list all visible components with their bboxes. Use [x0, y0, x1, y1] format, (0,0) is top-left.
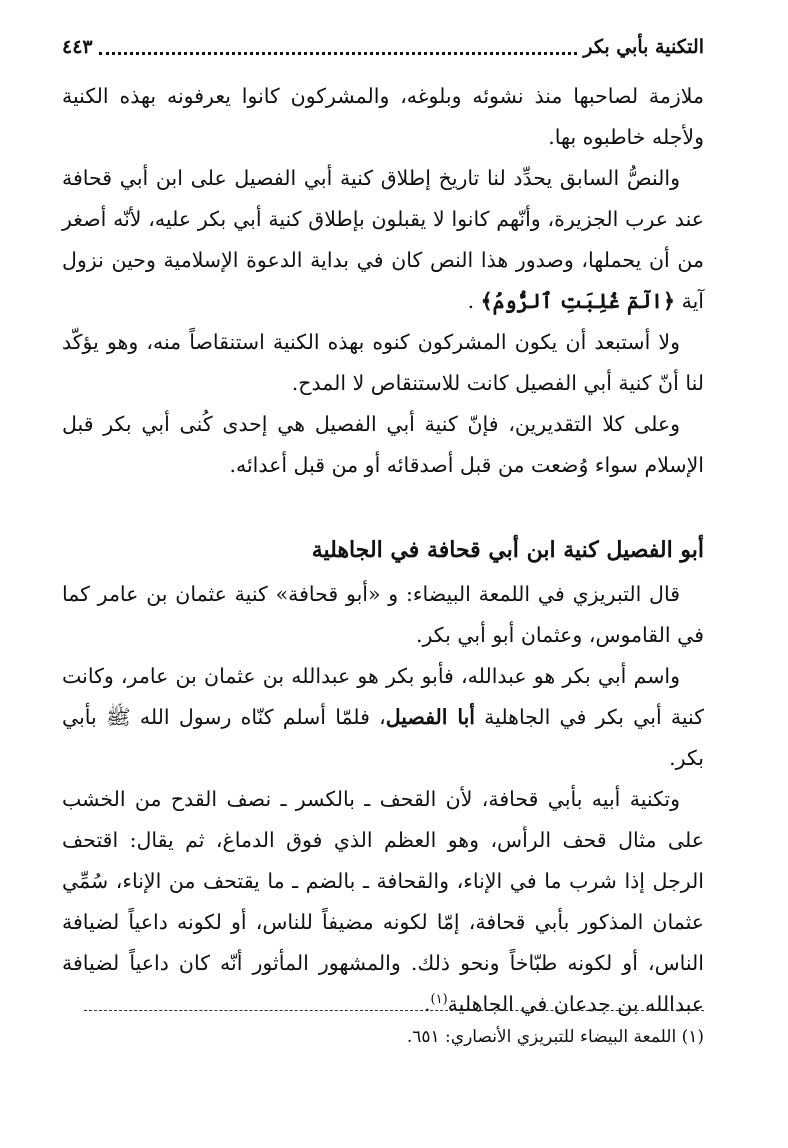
- paragraph-1: ملازمة لصاحبها منذ نشوئه وبلوغه، والمشركون كانوا يعرفونه بهذه الكنية ولأجله خاطبوه بها.: [62, 84, 704, 149]
- paragraph-tabrizi: قال التبريزي في اللمعة البيضاء: و «أبو قحافة» كنية عثمان بن عامر كما في القاموس، وعثمان أبو أبي بكر.: [62, 582, 704, 647]
- paragraph-4: وعلى كلا التقديرين، فإنّ كنية أبي الفصيل هي إحدى كُنى أبي بكر قبل الإسلام سواء وُضعت من قبل أصدقائه أو من قبل أعدائه.: [62, 412, 704, 477]
- running-header: [62, 32, 704, 62]
- footnote-divider: [84, 1010, 704, 1011]
- verse-end: .: [467, 289, 481, 313]
- paragraph-3: ولا أستبعد أن يكون المشركون كنوه بهذه الكنية استنقاصاً منه، وهو يؤكّد لنا أنّ كنية أبي الفصيل كانت للاستنقاص لا المدح.: [62, 330, 704, 395]
- header-title: التكنية بأبي بكر: [583, 36, 704, 58]
- footnote: (١) اللمعة البيضاء للتبريزي الأنصاري: ٦٥١.: [406, 1027, 704, 1047]
- paragraph-2-text: والنصُّ السابق يحدِّد لنا تاريخ إطلاق كنية أبي الفصيل على ابن أبي قحافة عند عرب الجزيرة، وأنّهم كانوا لا يقبلون بإطلاق كنية أبي بكر عليه، لأنّه أصغر من أن يحملها، وصدور هذا النص كان في بداية الدعوة الإسلامية وحين نزول آية: [62, 166, 704, 313]
- paragraph-qahafa: [62, 779, 704, 1025]
- paragraph-qahafa-text: وتكنية أبيه بأبي قحافة، لأن القحف ـ بالكسر ـ نصف القدح من الخشب على مثال قحف الرأس، وهو العظم الذي فوق الدماغ، ثم يقال: اقتحف الرجل إذا شرب ما في الإناء، والقحافة ـ بالضم ـ ما يقتحف من الإناء، سُمِّي عثمان المذكور بأبي قحافة، إمّا لكونه مضيفاً للناس، أو لكونه داعياً لضيافة الناس، أو لكونه طبّاخاً ونحو ذلك. والمشهور المأثور أنّه كان داعياً لضيافة عبدالله بن جدعان في الجاهلية: [62, 787, 704, 1016]
- header-dotted-leader: [99, 40, 578, 55]
- paragraph-name: [62, 656, 704, 779]
- section-heading: أبو الفصيل كنية ابن أبي قحافة في الجاهلية: [311, 537, 704, 563]
- footnote-marker[interactable]: (١): [430, 992, 448, 1008]
- paragraph-name-before: واسم أبي بكر هو عبدالله، فأبو بكر هو عبدالله بن عثمان بن عامر، وكانت كنية أبي بكر في الجاهلية: [62, 664, 704, 729]
- page-number: ٤٤٣: [62, 36, 93, 58]
- paragraph-name-bold: أبا الفصيل: [385, 705, 475, 729]
- paragraph-end: .: [424, 992, 431, 1016]
- body-text-top: [62, 76, 704, 486]
- body-text-bottom: [62, 574, 704, 1025]
- paragraph-2: [62, 158, 704, 322]
- paragraph-name-after: ، فلمّا أسلم كنّاه رسول الله ﷺ بأبي بكر.: [62, 705, 704, 770]
- quran-verse: ﴿الٓمٓ غُلِبَتِ ٱلرُّومُ﴾: [480, 289, 676, 313]
